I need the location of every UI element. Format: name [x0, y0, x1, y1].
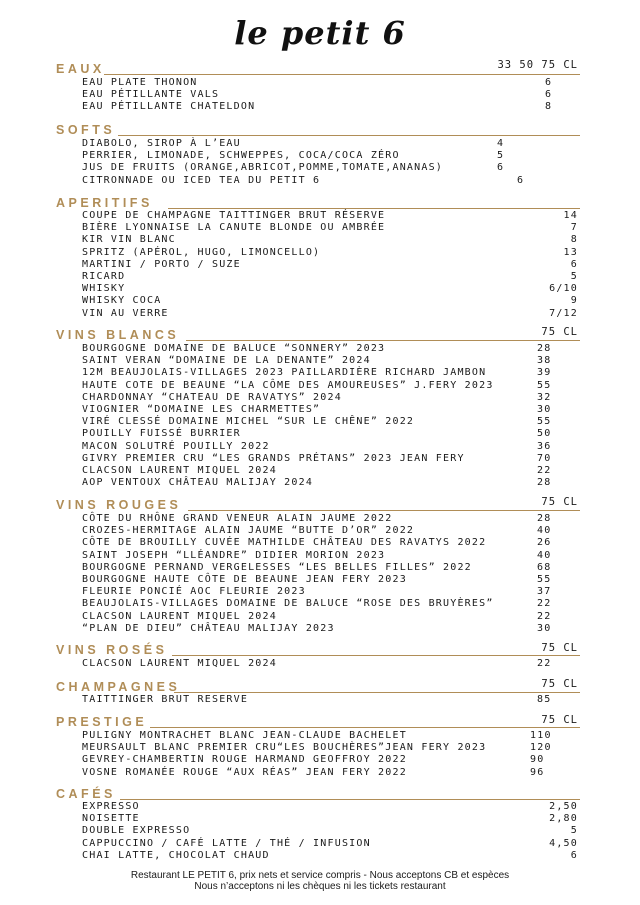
menu-item-name: CROZES-HERMITAGE ALAIN JAUME “BUTTE D’OR” 2022 — [82, 525, 415, 537]
menu-item-price: 6 — [545, 89, 553, 101]
menu-item-price: 120 — [530, 742, 552, 754]
menu-item-price: 6/10 — [549, 283, 578, 295]
menu-item-price: 55 — [537, 416, 552, 428]
menu-item-price: 5 — [497, 150, 505, 162]
vins-rouges-title: VINS ROUGES — [56, 498, 182, 512]
menu-item-price: 96 — [530, 766, 545, 778]
prestige-volume-header: 75 CL — [541, 714, 578, 726]
menu-item-name: SAINT JOSEPH “LLÉANDRE” DIDIER MORION 2023 — [82, 549, 386, 561]
menu-item-name: CLACSON LAURENT MIQUEL 2024 — [82, 610, 277, 622]
menu-item-price: 8 — [545, 101, 553, 113]
menu-item-name: 12M BEAUJOLAIS-VILLAGES 2023 PAILLARDIÈRE RICHARD JAMBON — [82, 367, 487, 379]
menu-item-price: 37 — [537, 586, 552, 598]
menu-item-name: VOSNE ROMANÉE ROUGE “AUX RÉAS” JEAN FERY 2022 — [82, 766, 407, 778]
menu-item-price: 40 — [537, 525, 552, 537]
vins-blancs-volume-header: 75 CL — [541, 326, 578, 338]
menu-item-name: AOP VENTOUX CHÂTEAU MALIJAY 2024 — [82, 477, 314, 489]
softs-title: SOFTS — [56, 123, 116, 137]
menu-item-price: 4,50 — [549, 837, 578, 849]
menu-item-price: 5 — [570, 271, 578, 282]
vins-rouges-rule — [188, 510, 580, 511]
cafes-title: CAFÉS — [56, 787, 116, 801]
vins-roses-volume-header: 75 CL — [541, 642, 578, 654]
menu-item-price: 28 — [537, 513, 552, 524]
menu-item-price: 7 — [570, 222, 578, 234]
vins-blancs-title: VINS BLANCS — [56, 328, 180, 342]
menu-item-price: 55 — [537, 574, 552, 585]
champagnes-title: CHAMPAGNES — [56, 680, 181, 694]
menu-item-name: PULIGNY MONTRACHET BLANC JEAN-CLAUDE BACHELET — [82, 730, 407, 741]
cafes-rule — [120, 799, 580, 800]
menu-item-price: 9 — [570, 295, 578, 307]
menu-item-price: 38 — [537, 355, 552, 367]
menu-item-price: 22 — [537, 610, 552, 622]
menu-item-name: POUILLY FUISSÉ BURRIER — [82, 428, 241, 440]
vins-roses-title: VINS ROSÉS — [56, 643, 168, 657]
menu-item-price: 39 — [537, 367, 552, 379]
prestige-title: PRESTIGE — [56, 715, 148, 729]
menu-item-name: CLACSON LAURENT MIQUEL 2024 — [82, 658, 277, 669]
menu-item-name: PERRIER, LIMONADE, SCHWEPPES, COCA/COCA ZÉRO — [82, 150, 400, 162]
menu-item-price: 6 — [497, 162, 505, 174]
menu-item-price: 6 — [545, 77, 553, 88]
menu-item-price: 55 — [537, 379, 552, 391]
vins-roses-rule — [172, 655, 580, 656]
menu-item-price: 14 — [563, 210, 578, 221]
menu-item-name: CLACSON LAURENT MIQUEL 2024 — [82, 465, 277, 476]
menu-item-price: 2,80 — [549, 813, 578, 825]
menu-item-name: BOURGOGNE PERNAND VERGELESSES “LES BELLES FILLES” 2022 — [82, 561, 472, 573]
vins-rouges-volume-header: 75 CL — [541, 496, 578, 508]
menu-item-price: 36 — [537, 440, 552, 452]
menu-item-price: 6 — [570, 849, 578, 861]
menu-item-name: FLEURIE PONCIÉ AOC FLEURIE 2023 — [82, 586, 306, 598]
vins-blancs-rule — [186, 340, 580, 341]
menu-item-name: GIVRY PREMIER CRU “LES GRANDS PRÉTANS” 2023 JEAN FERY — [82, 452, 465, 464]
menu-item-name: EAU PÉTILLANTE CHATELDON — [82, 101, 256, 113]
menu-item-price: 90 — [530, 754, 545, 766]
menu-item-price: 2,50 — [549, 801, 578, 812]
menu-item-name: CHAI LATTE, CHOCOLAT CHAUD — [82, 849, 270, 861]
menu-item-name: CÔTE DU RHÔNE GRAND VENEUR ALAIN JAUME 2022 — [82, 513, 393, 524]
menu-item-price: 32 — [537, 391, 552, 403]
menu-item-name: BEAUJOLAIS-VILLAGES DOMAINE DE BALUCE “ROSE DES BRUYÈRES” — [82, 598, 494, 610]
menu-item-price: 70 — [537, 452, 552, 464]
menu-item-name: GEVREY-CHAMBERTIN ROUGE HARMAND GEOFFROY 2022 — [82, 754, 407, 766]
menu-item-price: 68 — [537, 561, 552, 573]
menu-item-name: NOISETTE — [82, 813, 140, 825]
menu-item-name: KIR VIN BLANC — [82, 234, 176, 246]
menu-item-name: SAINT VERAN “DOMAINE DE LA DENANTE” 2024 — [82, 355, 371, 367]
eaux-rule — [104, 74, 580, 75]
footer-line-2: Nous n’acceptons ni les chèques ni les tickets restaurant — [194, 881, 446, 892]
menu-item-name: BOURGOGNE HAUTE CÔTE DE BEAUNE JEAN FERY 2023 — [82, 574, 407, 585]
menu-item-name: WHISKY COCA — [82, 295, 162, 307]
menu-item-price: 110 — [530, 730, 552, 741]
aperitifs-rule — [168, 208, 580, 209]
menu-item-price: 40 — [537, 549, 552, 561]
menu-item-price: 22 — [537, 465, 552, 476]
prestige-rule — [150, 727, 580, 728]
menu-item-name: VIN AU VERRE — [82, 307, 169, 319]
menu-item-name: CAPPUCCINO / CAFÉ LATTE / THÉ / INFUSION — [82, 837, 371, 849]
menu-item-price: 5 — [570, 825, 578, 837]
footer-line-1: Restaurant LE PETIT 6, prix nets et service compris - Nous acceptons CB et espèces — [130, 870, 510, 881]
menu-item-price: 6 — [570, 258, 578, 270]
menu-item-name: DOUBLE EXPRESSO — [82, 825, 191, 837]
menu-item-price: 22 — [537, 658, 552, 669]
softs-rule — [118, 135, 580, 136]
menu-item-price: 4 — [497, 138, 505, 149]
menu-item-price: 22 — [537, 598, 552, 610]
menu-item-name: “PLAN DE DIEU” CHÂTEAU MALIJAY 2023 — [82, 622, 335, 634]
menu-item-name: MACON SOLUTRÉ POUILLY 2022 — [82, 440, 270, 452]
menu-item-name: JUS DE FRUITS (ORANGE,ABRICOT,POMME,TOMATE,ANANAS) — [82, 162, 444, 174]
champagnes-volume-header: 75 CL — [541, 678, 578, 690]
menu-item-price: 50 — [537, 428, 552, 440]
aperitifs-title: APERITIFS — [56, 196, 153, 210]
menu-item-name: EXPRESSO — [82, 801, 140, 812]
menu-item-price: 28 — [537, 477, 552, 489]
menu-item-name: MARTINI / PORTO / SUZE — [82, 258, 241, 270]
menu-item-name: TAITTINGER BRUT RESERVE — [82, 694, 249, 705]
menu-item-price: 13 — [563, 246, 578, 258]
menu-item-price: 85 — [537, 694, 552, 705]
eaux-title: EAUX — [56, 62, 105, 76]
menu-item-name: BIÈRE LYONNAISE LA CANUTE BLONDE OU AMBRÉE — [82, 222, 386, 234]
champagnes-rule — [174, 692, 580, 693]
menu-item-name: VIRÉ CLESSÉ DOMAINE MICHEL “SUR LE CHÊNE” 2022 — [82, 416, 415, 428]
menu-item-price: 30 — [537, 622, 552, 634]
menu-item-name: COUPE DE CHAMPAGNE TAITTINGER BRUT RÉSERVE — [82, 210, 386, 221]
menu-item-name: VIOGNIER “DOMAINE LES CHARMETTES” — [82, 404, 321, 415]
menu-item-name: WHISKY — [82, 283, 126, 295]
menu-item-name: CÔTE DE BROUILLY CUVÉE MATHILDE CHÂTEAU DES RAVATYS 2022 — [82, 537, 487, 549]
menu-item-price: 30 — [537, 404, 552, 415]
menu-item-name: CHARDONNAY “CHATEAU DE RAVATYS” 2024 — [82, 391, 342, 403]
menu-item-name: CITRONNADE OU ICED TEA DU PETIT 6 — [82, 174, 321, 186]
menu-item-name: EAU PLATE THONON — [82, 77, 198, 88]
menu-logo: le petit 6 — [234, 14, 406, 52]
menu-item-name: RICARD — [82, 271, 126, 282]
menu-item-price: 6 — [517, 174, 525, 186]
menu-item-name: HAUTE COTE DE BEAUNE “LA CÔME DES AMOUREUSES” J.FERY 2023 — [82, 379, 494, 391]
menu-item-price: 28 — [537, 343, 552, 354]
menu-item-name: DIABOLO, SIROP À L’EAU — [82, 138, 241, 149]
eaux-volume-header: 33 50 75 CL — [497, 59, 578, 71]
menu-item-name: MEURSAULT BLANC PREMIER CRU“LES BOUCHÈRES”JEAN FERY 2023 — [82, 742, 487, 754]
menu-item-price: 7/12 — [549, 307, 578, 319]
menu-item-price: 26 — [537, 537, 552, 549]
menu-item-price: 8 — [570, 234, 578, 246]
menu-item-name: BOURGOGNE DOMAINE DE BALUCE “SONNERY” 2023 — [82, 343, 386, 354]
menu-item-name: SPRITZ (APÉROL, HUGO, LIMONCELLO) — [82, 246, 321, 258]
menu-item-name: EAU PÉTILLANTE VALS — [82, 89, 220, 101]
